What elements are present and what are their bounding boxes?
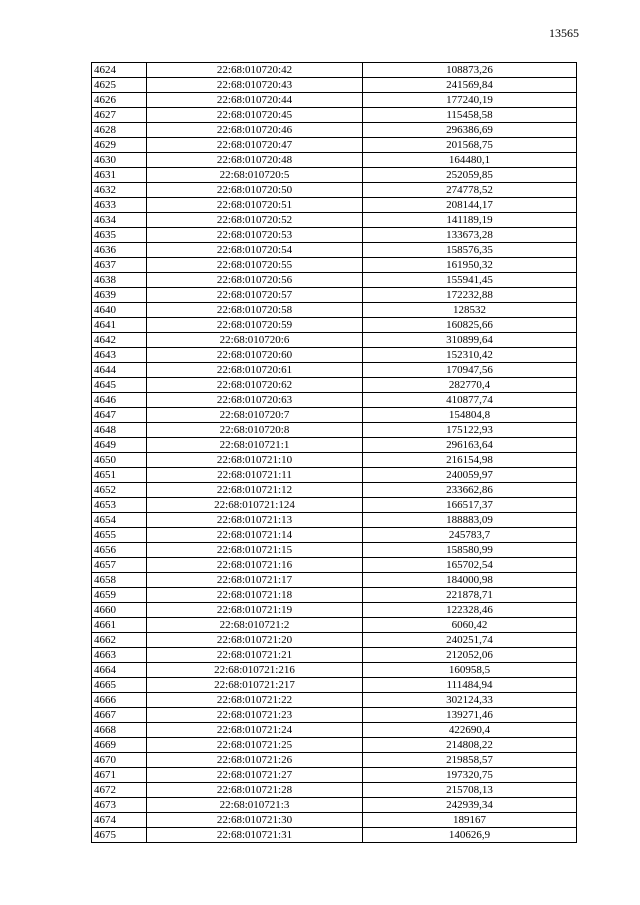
cadastral-value-cell: 221878,71 <box>363 588 577 603</box>
cadastral-number-cell: 22:68:010721:11 <box>147 468 363 483</box>
cadastral-number-cell: 22:68:010720:61 <box>147 363 363 378</box>
row-number-cell: 4642 <box>92 333 147 348</box>
row-number-cell: 4657 <box>92 558 147 573</box>
table-row <box>92 573 577 588</box>
cadastral-value-cell: 422690,4 <box>363 723 577 738</box>
table-row <box>92 408 577 423</box>
row-number-cell: 4654 <box>92 513 147 528</box>
table-row <box>92 648 577 663</box>
cadastral-number-cell: 22:68:010721:26 <box>147 753 363 768</box>
table-row <box>92 468 577 483</box>
cadastral-number-cell: 22:68:010721:25 <box>147 738 363 753</box>
table-row <box>92 378 577 393</box>
row-number-cell: 4658 <box>92 573 147 588</box>
cadastral-value-cell: 197320,75 <box>363 768 577 783</box>
table-row <box>92 603 577 618</box>
table-row <box>92 63 577 78</box>
cadastral-number-cell: 22:68:010721:12 <box>147 483 363 498</box>
cadastral-number-cell: 22:68:010721:14 <box>147 528 363 543</box>
cadastral-value-cell: 212052,06 <box>363 648 577 663</box>
cadastral-value-cell: 111484,94 <box>363 678 577 693</box>
row-number-cell: 4655 <box>92 528 147 543</box>
row-number-cell: 4651 <box>92 468 147 483</box>
table-row <box>92 453 577 468</box>
cadastral-value-cell: 128532 <box>363 303 577 318</box>
table-row <box>92 348 577 363</box>
cadastral-number-cell: 22:68:010721:3 <box>147 798 363 813</box>
cadastral-number-cell: 22:68:010720:44 <box>147 93 363 108</box>
row-number-cell: 4641 <box>92 318 147 333</box>
cadastral-value-cell: 208144,17 <box>363 198 577 213</box>
table-row <box>92 588 577 603</box>
cadastral-value-cell: 158580,99 <box>363 543 577 558</box>
cadastral-number-cell: 22:68:010720:5 <box>147 168 363 183</box>
cadastral-number-cell: 22:68:010720:45 <box>147 108 363 123</box>
table-row <box>92 213 577 228</box>
cadastral-number-cell: 22:68:010720:58 <box>147 303 363 318</box>
table-row <box>92 498 577 513</box>
row-number-cell: 4636 <box>92 243 147 258</box>
row-number-cell: 4650 <box>92 453 147 468</box>
row-number-cell: 4668 <box>92 723 147 738</box>
row-number-cell: 4660 <box>92 603 147 618</box>
cadastral-value-cell: 240059,97 <box>363 468 577 483</box>
row-number-cell: 4632 <box>92 183 147 198</box>
table-row <box>92 618 577 633</box>
cadastral-value-cell: 184000,98 <box>363 573 577 588</box>
table-row <box>92 273 577 288</box>
cadastral-number-cell: 22:68:010720:8 <box>147 423 363 438</box>
table-row <box>92 543 577 558</box>
table-row <box>92 318 577 333</box>
cadastral-value-cell: 166517,37 <box>363 498 577 513</box>
cadastral-number-cell: 22:68:010721:124 <box>147 498 363 513</box>
table-row <box>92 753 577 768</box>
row-number-cell: 4635 <box>92 228 147 243</box>
cadastral-value-cell: 154804,8 <box>363 408 577 423</box>
cadastral-value-cell: 115458,58 <box>363 108 577 123</box>
cadastral-number-cell: 22:68:010720:50 <box>147 183 363 198</box>
cadastral-number-cell: 22:68:010720:48 <box>147 153 363 168</box>
cadastral-value-cell: 165702,54 <box>363 558 577 573</box>
table-row <box>92 393 577 408</box>
row-number-cell: 4624 <box>92 63 147 78</box>
table-row <box>92 183 577 198</box>
cadastral-number-cell: 22:68:010720:42 <box>147 63 363 78</box>
row-number-cell: 4627 <box>92 108 147 123</box>
cadastral-value-cell: 139271,46 <box>363 708 577 723</box>
row-number-cell: 4633 <box>92 198 147 213</box>
cadastral-value-cell: 6060,42 <box>363 618 577 633</box>
table-row <box>92 483 577 498</box>
cadastral-value-table <box>91 62 577 843</box>
row-number-cell: 4673 <box>92 798 147 813</box>
cadastral-number-cell: 22:68:010720:60 <box>147 348 363 363</box>
cadastral-value-cell: 410877,74 <box>363 393 577 408</box>
row-number-cell: 4644 <box>92 363 147 378</box>
row-number-cell: 4656 <box>92 543 147 558</box>
cadastral-number-cell: 22:68:010720:57 <box>147 288 363 303</box>
row-number-cell: 4667 <box>92 708 147 723</box>
row-number-cell: 4646 <box>92 393 147 408</box>
row-number-cell: 4671 <box>92 768 147 783</box>
cadastral-value-cell: 282770,4 <box>363 378 577 393</box>
table-row <box>92 228 577 243</box>
table-row <box>92 93 577 108</box>
row-number-cell: 4639 <box>92 288 147 303</box>
row-number-cell: 4666 <box>92 693 147 708</box>
cadastral-number-cell: 22:68:010720:54 <box>147 243 363 258</box>
cadastral-number-cell: 22:68:010720:51 <box>147 198 363 213</box>
cadastral-value-cell: 164480,1 <box>363 153 577 168</box>
cadastral-value-cell: 141189,19 <box>363 213 577 228</box>
table-row <box>92 153 577 168</box>
cadastral-number-cell: 22:68:010720:6 <box>147 333 363 348</box>
row-number-cell: 4638 <box>92 273 147 288</box>
cadastral-value-cell: 245783,7 <box>363 528 577 543</box>
cadastral-number-cell: 22:68:010721:30 <box>147 813 363 828</box>
table-row <box>92 138 577 153</box>
cadastral-value-cell: 219858,57 <box>363 753 577 768</box>
row-number-cell: 4626 <box>92 93 147 108</box>
table-row <box>92 288 577 303</box>
cadastral-number-cell: 22:68:010721:217 <box>147 678 363 693</box>
cadastral-number-cell: 22:68:010721:13 <box>147 513 363 528</box>
cadastral-value-cell: 201568,75 <box>363 138 577 153</box>
cadastral-number-cell: 22:68:010721:15 <box>147 543 363 558</box>
table-row <box>92 78 577 93</box>
row-number-cell: 4649 <box>92 438 147 453</box>
cadastral-value-cell: 233662,86 <box>363 483 577 498</box>
table-row <box>92 243 577 258</box>
cadastral-value-cell: 170947,56 <box>363 363 577 378</box>
cadastral-number-cell: 22:68:010721:31 <box>147 828 363 843</box>
table-row <box>92 258 577 273</box>
cadastral-value-cell: 216154,98 <box>363 453 577 468</box>
table-row <box>92 168 577 183</box>
cadastral-number-cell: 22:68:010721:18 <box>147 588 363 603</box>
table-row <box>92 438 577 453</box>
table-row <box>92 708 577 723</box>
table-row <box>92 333 577 348</box>
row-number-cell: 4647 <box>92 408 147 423</box>
cadastral-value-cell: 189167 <box>363 813 577 828</box>
cadastral-number-cell: 22:68:010721:17 <box>147 573 363 588</box>
cadastral-value-cell: 296163,64 <box>363 438 577 453</box>
row-number-cell: 4663 <box>92 648 147 663</box>
cadastral-number-cell: 22:68:010721:16 <box>147 558 363 573</box>
cadastral-number-cell: 22:68:010720:46 <box>147 123 363 138</box>
cadastral-number-cell: 22:68:010720:43 <box>147 78 363 93</box>
row-number-cell: 4648 <box>92 423 147 438</box>
cadastral-value-cell: 175122,93 <box>363 423 577 438</box>
cadastral-value-cell: 240251,74 <box>363 633 577 648</box>
table-row <box>92 303 577 318</box>
table-row <box>92 828 577 843</box>
cadastral-value-cell: 310899,64 <box>363 333 577 348</box>
cadastral-value-cell: 296386,69 <box>363 123 577 138</box>
cadastral-value-cell: 108873,26 <box>363 63 577 78</box>
row-number-cell: 4672 <box>92 783 147 798</box>
row-number-cell: 4653 <box>92 498 147 513</box>
row-number-cell: 4674 <box>92 813 147 828</box>
cadastral-number-cell: 22:68:010721:2 <box>147 618 363 633</box>
cadastral-number-cell: 22:68:010720:56 <box>147 273 363 288</box>
row-number-cell: 4629 <box>92 138 147 153</box>
row-number-cell: 4670 <box>92 753 147 768</box>
row-number-cell: 4661 <box>92 618 147 633</box>
cadastral-number-cell: 22:68:010720:52 <box>147 213 363 228</box>
row-number-cell: 4652 <box>92 483 147 498</box>
cadastral-value-cell: 155941,45 <box>363 273 577 288</box>
row-number-cell: 4630 <box>92 153 147 168</box>
cadastral-value-cell: 172232,88 <box>363 288 577 303</box>
table-row <box>92 528 577 543</box>
table-row <box>92 693 577 708</box>
cadastral-number-cell: 22:68:010721:10 <box>147 453 363 468</box>
cadastral-value-cell: 252059,85 <box>363 168 577 183</box>
table-row <box>92 513 577 528</box>
row-number-cell: 4640 <box>92 303 147 318</box>
row-number-cell: 4665 <box>92 678 147 693</box>
cadastral-number-cell: 22:68:010720:55 <box>147 258 363 273</box>
row-number-cell: 4631 <box>92 168 147 183</box>
cadastral-value-cell: 160825,66 <box>363 318 577 333</box>
table-row <box>92 123 577 138</box>
cadastral-value-cell: 160958,5 <box>363 663 577 678</box>
table-row <box>92 723 577 738</box>
row-number-cell: 4669 <box>92 738 147 753</box>
table-row <box>92 798 577 813</box>
cadastral-value-cell: 214808,22 <box>363 738 577 753</box>
cadastral-number-cell: 22:68:010721:1 <box>147 438 363 453</box>
cadastral-value-cell: 161950,32 <box>363 258 577 273</box>
table-row <box>92 783 577 798</box>
cadastral-value-cell: 177240,19 <box>363 93 577 108</box>
cadastral-value-cell: 133673,28 <box>363 228 577 243</box>
cadastral-number-cell: 22:68:010720:53 <box>147 228 363 243</box>
row-number-cell: 4625 <box>92 78 147 93</box>
cadastral-number-cell: 22:68:010721:20 <box>147 633 363 648</box>
cadastral-value-cell: 140626,9 <box>363 828 577 843</box>
row-number-cell: 4637 <box>92 258 147 273</box>
row-number-cell: 4634 <box>92 213 147 228</box>
cadastral-number-cell: 22:68:010721:28 <box>147 783 363 798</box>
table-row <box>92 768 577 783</box>
cadastral-value-cell: 241569,84 <box>363 78 577 93</box>
row-number-cell: 4675 <box>92 828 147 843</box>
cadastral-value-cell: 274778,52 <box>363 183 577 198</box>
table-row <box>92 198 577 213</box>
cadastral-value-cell: 188883,09 <box>363 513 577 528</box>
table-row <box>92 678 577 693</box>
table-row <box>92 813 577 828</box>
cadastral-value-cell: 152310,42 <box>363 348 577 363</box>
table-row <box>92 663 577 678</box>
table-row <box>92 423 577 438</box>
cadastral-number-cell: 22:68:010721:24 <box>147 723 363 738</box>
row-number-cell: 4643 <box>92 348 147 363</box>
cadastral-value-cell: 122328,46 <box>363 603 577 618</box>
cadastral-number-cell: 22:68:010721:27 <box>147 768 363 783</box>
row-number-cell: 4664 <box>92 663 147 678</box>
cadastral-number-cell: 22:68:010721:21 <box>147 648 363 663</box>
cadastral-value-cell: 215708,13 <box>363 783 577 798</box>
table-row <box>92 738 577 753</box>
cadastral-number-cell: 22:68:010721:23 <box>147 708 363 723</box>
table-body <box>92 63 577 843</box>
table-row <box>92 108 577 123</box>
cadastral-number-cell: 22:68:010721:19 <box>147 603 363 618</box>
row-number-cell: 4628 <box>92 123 147 138</box>
cadastral-number-cell: 22:68:010721:216 <box>147 663 363 678</box>
row-number-cell: 4659 <box>92 588 147 603</box>
row-number-cell: 4645 <box>92 378 147 393</box>
table-row <box>92 558 577 573</box>
cadastral-number-cell: 22:68:010720:63 <box>147 393 363 408</box>
table-row <box>92 363 577 378</box>
row-number-cell: 4662 <box>92 633 147 648</box>
cadastral-number-cell: 22:68:010721:22 <box>147 693 363 708</box>
cadastral-value-cell: 242939,34 <box>363 798 577 813</box>
cadastral-value-cell: 158576,35 <box>363 243 577 258</box>
cadastral-number-cell: 22:68:010720:7 <box>147 408 363 423</box>
cadastral-number-cell: 22:68:010720:47 <box>147 138 363 153</box>
table-row <box>92 633 577 648</box>
cadastral-number-cell: 22:68:010720:59 <box>147 318 363 333</box>
cadastral-number-cell: 22:68:010720:62 <box>147 378 363 393</box>
page-number: 13565 <box>549 26 579 40</box>
cadastral-value-cell: 302124,33 <box>363 693 577 708</box>
